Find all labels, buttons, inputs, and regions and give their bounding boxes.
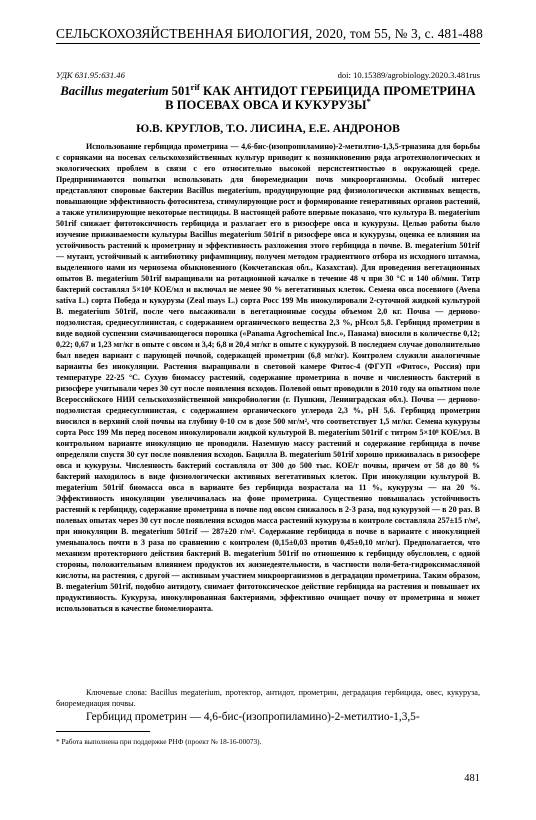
article-title [56, 81, 480, 112]
title-strain-sup: rif [190, 81, 200, 92]
running-head: СЕЛЬСКОХОЗЯЙСТВЕННАЯ БИОЛОГИЯ, 2020, том 55, № 3, с. 481-488 [56, 26, 480, 44]
title-species: Bacillus megaterium [60, 84, 169, 98]
title-footnote-mark: * [366, 95, 371, 106]
keywords-text: Bacillus megaterium, протектор, антидот, прометрин, деградация гербицида, овес, кукуруза, биоремедиация почвы. [56, 688, 480, 708]
authors: Ю.В. КРУГЛОВ, Т.О. ЛИСИНА, Е.Е. АНДРОНОВ [136, 122, 400, 135]
abstract-text: Использование гербицида прометрина — 4,6-бис-(изопропиламино)-2-метилтио-1,3,5-триазина для борьбы с сорняками на посевах сельскохозяйственных культур приводит к возникновению ряда агротехнологических и экологических проблем в связи с его относительно высокой персистентностью в окружающей среде. Предпринимаются попытки использовать для биоремедиации почв микроорганизмы. Особый интерес представляют споровые бактерии Bacillus megaterium, продуцирующие ряд физиологически активных веществ, повышающие эффективность фотосинтеза, стимулирующие рост и формирование генеративных органов растений, а также утилизирующие некоторые пестициды. В настоящей работе впервые показано, что культура B. megaterium 501rif снижает фитотоксичность гербицида и разлагает его в ризосфере овса и кукурузы. Целью работы было изучение приживаемости культуры Bacillus megaterium 501rif в ризосфере овса и кукурузы, оценка ее влияния на устойчивость растений к прометрину и эффективность разложения этого гербицида в почве. B. megaterium 501rif — мутант, устойчивый к антибиотику рифампицину, получен методом градиентного отбора из исходного штамма, выделенного нами из чернозема обыкновенного (Кокчетавская обл., Казахстан). Для проведения вегетационных опытов B. megaterium 501rif выращивали на ротационной качалке в течение 48 ч при 30 °С и 140 об/мин. Титр бактерий составлял 5×10⁸ КОЕ/мл и включал не менее 90 % вегетативных клеток. Семена овса посевного (Avena sativa L.) сорта Победа и кукурузы (Zeal mays L.) сорта Росс 199 Мв инокулировали 2-суточной жидкой культурой B. megaterium 501rif, после чего высаживали в вегетационные сосуды объемом 2,0 кг. Почва — дерново-подзолистая, среднесуглинистая, с содержанием органического вещества 2,3 %, pHсол 5,8. Гербицид прометрин в виде водной суспензии смачивающегося порошка («Panama Agrochemical Inc.», Панама) вносили в количестве 0,12; 0,22; 0,67 и 1,23 мг/кг в опыте с овсом и 3,4; 6,8 и 20,4 мг/кг в опыте с кукурузой. В последнем случае дополнительно был введен вариант с парующей почвой, содержащей прометрин (6,8 мг/кг). Контролем служили аналогичные варианты без инокуляции. Растения выращивали в световой камере Фитос-4 (ФГУП «Фитос», Россия) при температуре 22-25 °С. Сухую биомассу растений, содержание прометрина в почве и численность бактерий в ризосфере учитывали через 30 сут после появления всходов. Полевой опыт проводили в 2010 году на опытном поле Всероссийского НИИ сельскохозяйственной микробиологии (г. Пушкин, Ленинградская обл.). Почва — дерново-подзолистая среднесуглинистая, с содержанием органического углерода 2,3 %, pH 5,6. Гербицид прометрин вносился в верхний слой почвы на глубину 0-10 см в дозе 500 мг/м², что соответствует 1,5 мг/кг. Семена кукурузы сорта Росс 199 Мв перед посевом инокулировали жидкой культурой B. megaterium 501rif с титром 5×10⁸ КОЕ/мл. В контрольном варианте инокуляцию не проводили. Наземную массу растений и содержание гербицида в почве определяли спустя 30 сут после появления всходов. Бацилла B. megaterium 501rif хорошо приживалась в ризосфере овса и кукурузы. Численность бактерий составляла от 300 до 500 тыс. КОЕ/г почвы, причем от 58 до 80 % бактерий находилось в виде физиологически активных вегетативных клеток. При инокуляции культурой B. megaterium 501rif биомасса овса в варианте без гербицида возрастала на 11 %, кукурузы — на 20 %. Эффективность инокуляции увеличивалась на фоне прометрина. Существенно повышалась устойчивость растений к гербициду, содержание прометрина в почве под овсом снижалось в 2-3 раза, под кукурузой — в 20 раз. В полевых опытах через 30 сут после появления всходов масса растений кукурузы в контроле составляла 257±15 г/м², при инокуляции B. megaterium 501rif — 287±20 г/м². Содержание гербицида в почве в варианте с инокуляцией уменьшалось почти в 3 раза по сравнению с контролем (0,15±0,03 против 0,45±0,10 мг/кг). Предполагается, что механизм протекторного действия бактерий B. megaterium 501rif по отношению к гербициду обусловлен, с одной стороны, положительным влиянием продуктов их жизнедеятельности, в частности поли-бета-гидроксимасляной кислоты, на растения, с другой — активным участием микроорганизмов в деградации прометрина. Таким образом, B. megaterium 501rif, подобно антидоту, снимает фитотоксическое действие гербицида на растения и повышает их продуктивность. Кукуруза, инокулированная бактериями, эффективно очищает почву от прометрина и может использоваться в качестве биомелиоранта. [56, 142, 480, 613]
title-strain: 501 [171, 84, 191, 98]
keywords [56, 687, 480, 709]
article-meta [56, 70, 480, 80]
footnote: * Работа выполнена при поддержке РНФ (проект № 18-16-00073). [56, 737, 262, 746]
title-line1-rest: КАК АНТИДОТ ГЕРБИЦИДА ПРОМЕТРИНА [199, 84, 476, 98]
page-number: 481 [464, 773, 480, 784]
footnote-divider [56, 731, 150, 732]
udk-code: УДК 631.95:631.46 [56, 70, 125, 80]
title-line2: В ПОСЕВАХ ОВСА И КУКУРУЗЫ [165, 98, 367, 112]
doi-link[interactable]: doi: 10.15389/agrobiology.2020.3.481rus [337, 70, 480, 80]
keywords-label: Ключевые слова: [86, 688, 148, 697]
body-first-line: Гербицид прометрин — 4,6-бис-(изопропиламино)-2-метилтио-1,3,5- [86, 711, 420, 723]
body-text [56, 711, 480, 723]
abstract [56, 141, 480, 614]
